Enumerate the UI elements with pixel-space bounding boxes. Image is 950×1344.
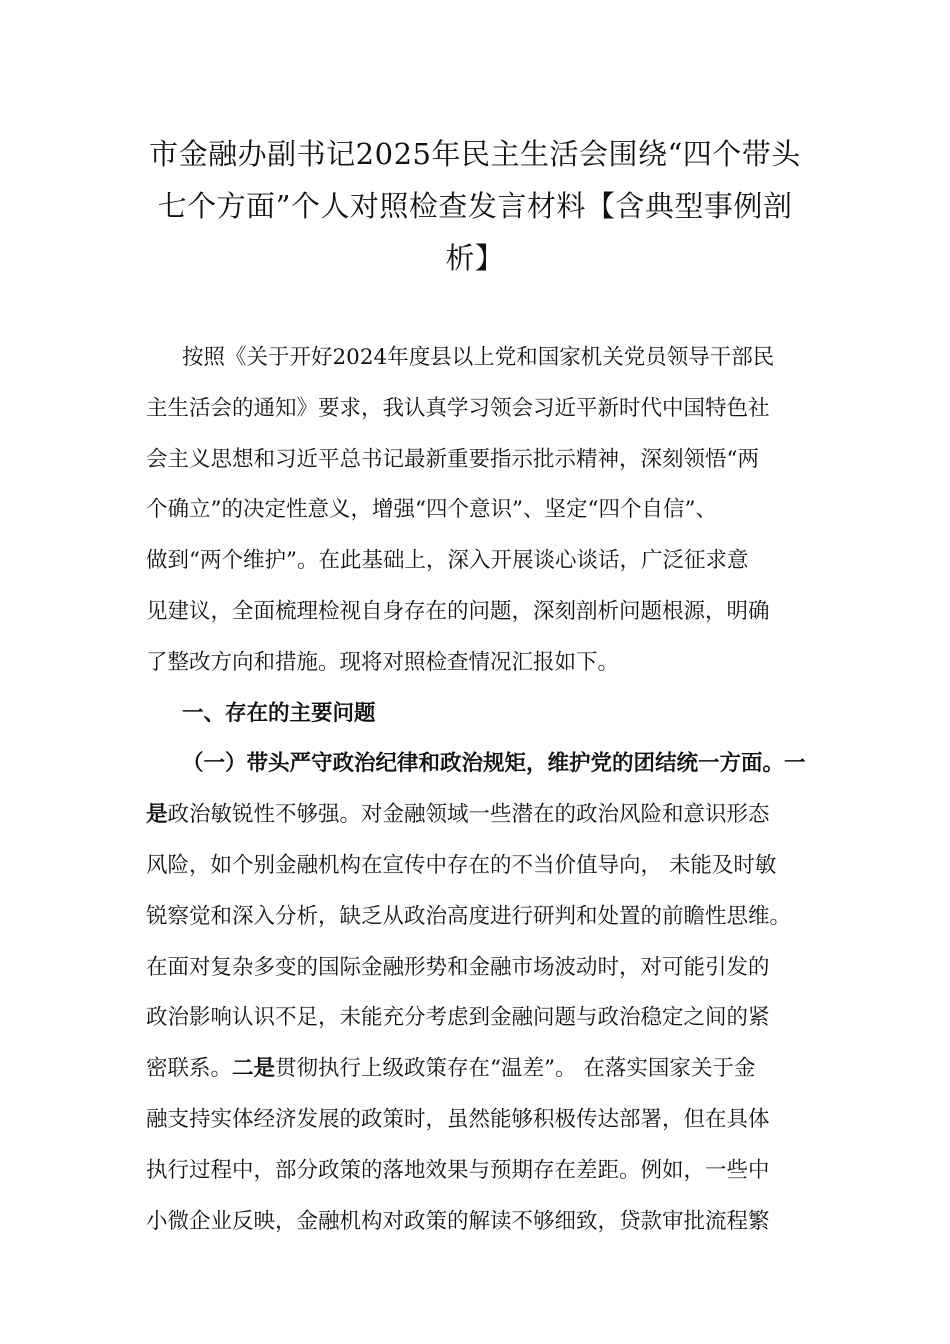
bold-marker: 是: [146, 802, 168, 828]
paragraph-text: 政治敏锐性不够强。对金融领域一些潜在的政治风险和意识形态: [167, 802, 770, 828]
title-line-1: 市金融办副书记2025年民主生活会围绕“四个带头: [149, 137, 801, 171]
paragraph-line: 在面对复杂多变的国际金融形势和金融市场波动时，对可能引发的: [146, 954, 770, 980]
section-heading: 一、存在的主要问题: [182, 700, 376, 726]
paragraph-line: 风险，如个别金融机构在宣传中存在的不当价值导向， 未能及时敏: [146, 852, 777, 878]
paragraph-line: 融支持实体经济发展的政策时，虽然能够积极传达部署，但在具体: [146, 1106, 770, 1132]
paragraph-text: 贯彻执行上级政策存在“温差”。 在落实国家关于金: [275, 1056, 756, 1082]
document-body: [146, 333, 826, 1247]
subsection-heading: （一）带头严守政治纪律和政治规矩，维护党的团结统一方面。一: [182, 751, 806, 777]
intro-line: 按照《关于开好2024年度县以上党和国家机关党员领导干部民: [182, 345, 775, 370]
intro-line: 了整改方向和措施。现将对照检查情况汇报如下。: [146, 649, 620, 675]
intro-line: 见建议，全面梳理检视自身存在的问题，深刻剖析问题根源，明确: [146, 598, 770, 624]
intro-line: 个确立”的决定性意义，增强“四个意识”、坚定“四个自信”、: [146, 497, 717, 523]
paragraph-line: 政治影响认识不足，未能充分考虑到金融问题与政治稳定之间的紧: [146, 1005, 770, 1031]
intro-line: 会主义思想和习近平总书记最新重要指示批示精神，深刻领悟“两: [146, 446, 759, 472]
paragraph-line: [146, 790, 826, 841]
paragraph-line: 小微企业反映，金融机构对政策的解读不够细致，贷款审批流程繁: [146, 1208, 770, 1234]
document-title: [100, 128, 850, 284]
intro-line: 做到“两个维护”。在此基础上，深入开展谈心谈话，广泛征求意: [146, 548, 749, 574]
paragraph-line: 执行过程中，部分政策的落地效果与预期存在差距。例如，一些中: [146, 1157, 770, 1183]
title-line-3: 析】: [445, 241, 505, 275]
bold-marker: 二是: [232, 1056, 276, 1082]
title-line-2: 七个方面”个人对照检查发言材料【含典型事例剖: [157, 189, 793, 223]
paragraph-line: 锐察觉和深入分析，缺乏从政治高度进行研判和处置的前瞻性思维。: [146, 903, 792, 929]
intro-line: 主生活会的通知》要求，我认真学习领会习近平新时代中国特色社: [146, 395, 770, 421]
paragraph-text: 密联系。: [146, 1056, 233, 1082]
paragraph-line: [146, 1044, 826, 1095]
